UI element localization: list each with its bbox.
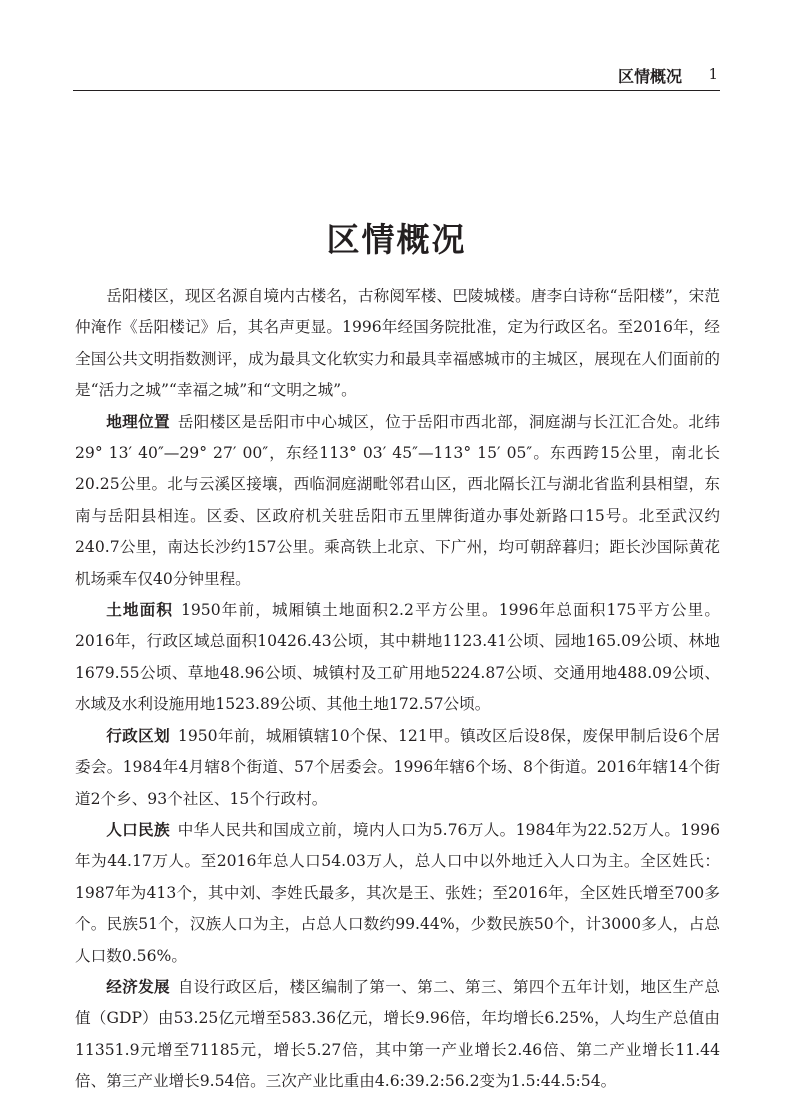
intro-paragraph: 岳阳楼区，现区名源自境内古楼名，古称阅军楼、巴陵城楼。唐李白诗称“岳阳楼”，宋范仲淹作《岳阳楼记》后，其名声更显。1996年经国务院批准，定为行政区名。至2016年，经全国公共文明指数测评，成为最具文化软实力和最具幸福感城市的主城区，展现在人们面前的是“活力之城”“幸福之城”和“文明之城”。 [75, 287, 720, 400]
section-text: 中华人民共和国成立前，境内人口为5.76万人。1984年为22.52万人。1996年为44.17万人。至2016年总人口54.03万人，总人口中以外地迁入人口为主。全区姓氏：1987年为413个，其中刘、李姓氏最多，其次是王、张姓；至2016年，全区姓氏增至700多个。民族51个，汉族人口为主，占总人口数约99.44%，少数民族50个，计3000多人，占总人口数0.56%。 [75, 820, 720, 965]
section-land-area [75, 595, 720, 721]
section-text: 1950年前，城厢镇辖10个保、121甲。镇改区后设8保，废保甲制后设6个居委会。1984年4月辖8个街道、57个居委会。1996年辖6个场、8个街道。2016年辖14个街道2个乡、93个社区、15个行政村。 [75, 726, 720, 808]
running-header [73, 62, 720, 91]
page-number: 1 [708, 65, 718, 83]
body-text [75, 281, 720, 1098]
section-heading: 地理位置 [106, 412, 171, 431]
page-title: 区情概况 [326, 220, 467, 260]
section-administrative-division [75, 721, 720, 815]
section-text: 岳阳楼区是岳阳市中心城区，位于岳阳市西北部，洞庭湖与长江汇合处。北纬29° 13′ 40″—29° 27′ 00″，东经113° 03′ 45″—113° 15′ 05″。东西跨15公里，南北长20.25公里。北与云溪区接壤，西临洞庭湖毗邻君山区，西北隔长江与湖北省监利县相望，东南与岳阳县相连。区委、区政府机关驻岳阳市五里牌街道办事处新路口15号。北至武汉约240.7公里，南达长沙约157公里。乘高铁上北京、下广州，均可朝辞暮归；距长沙国际黄花机场乘车仅40分钟里程。 [75, 412, 720, 588]
section-population [75, 815, 720, 972]
section-heading: 经济发展 [106, 977, 171, 996]
section-heading: 人口民族 [106, 820, 170, 839]
section-heading: 土地面积 [106, 601, 174, 620]
section-economy [75, 972, 720, 1098]
running-header-title: 区情概况 [617, 67, 682, 86]
section-text: 1950年前，城厢镇土地面积2.2平方公里。1996年总面积175平方公里。2016年，行政区域总面积10426.43公顷，其中耕地1123.41公顷、园地165.09公顷、林地1679.55公顷、草地48.96公顷、城镇村及工矿用地5224.87公顷、交通用地488.09公顷、水域及水利设施用地1523.89公顷、其他土地172.57公顷。 [75, 601, 720, 714]
section-geography [75, 407, 720, 595]
section-text: 自设行政区后，楼区编制了第一、第二、第三、第四个五年计划，地区生产总值（GDP）由53.25亿元增至583.36亿元，增长9.96倍，年均增长6.25%，人均生产总值由11351.9元增至71185元，增长5.27倍，其中第一产业增长2.46倍、第二产业增长11.44倍、第三产业增长9.54倍。三次产业比重由4.6:39.2:56.2变为1.5:44.5:54。 [75, 977, 720, 1091]
section-heading: 行政区划 [106, 726, 171, 745]
